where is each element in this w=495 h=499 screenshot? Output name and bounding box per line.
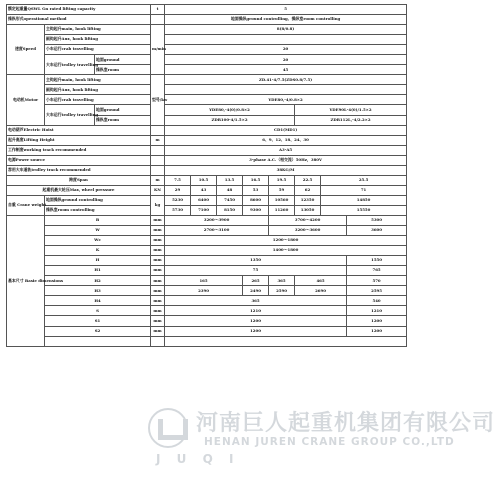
span-value: 13.5 (217, 175, 243, 185)
speed-aux-value (165, 35, 407, 45)
row-speed-main (7, 25, 407, 35)
dim-unit: mm (151, 226, 165, 236)
dim-unit: mm (151, 236, 165, 246)
duty-label: 工作制度working track recommended (7, 145, 151, 155)
row-weight-ground (7, 195, 407, 205)
dim-W-2: 3200～3600 (269, 226, 347, 236)
weight-ground-value: 14850 (321, 195, 407, 205)
speed-trolley-room-value: 45 (165, 65, 407, 75)
weight-ground-label: 地面操纵ground controlling (45, 195, 151, 205)
speed-crab-value: 20 (165, 45, 407, 55)
row-motor-main (7, 75, 407, 85)
company-watermark (148, 400, 495, 480)
capacity-unit: t (151, 5, 165, 15)
motor-aux-label: 副钩起升Aux, hook lifting (45, 85, 151, 95)
weight-room-value: 15550 (321, 205, 407, 215)
dim-S2-2: 1200 (347, 326, 407, 336)
dim-H3-1: 2390 (165, 286, 243, 296)
motor-aux-value (165, 85, 407, 95)
height-unit: m (151, 135, 165, 145)
operation-label: 操纵形式operational method (7, 15, 151, 25)
motor-unit: 型号/kw (151, 75, 165, 125)
row-motor-trolley-ground (7, 105, 407, 115)
pressure-unit: KN (151, 185, 165, 195)
dim-B-3: 5300 (347, 215, 407, 225)
span-label: 跨度Span (7, 175, 151, 185)
height-label: 起升高度Lifting Height (7, 135, 151, 145)
dim-H3-4: 2690 (295, 286, 347, 296)
watermark-cn: 河南巨人起重机集团有限公司 (196, 411, 495, 436)
motor-crab-label: 小车运行crab travelling (45, 95, 151, 105)
weight-room-value: 9300 (243, 205, 269, 215)
row-dim-H2 (7, 276, 407, 286)
span-value: 10.5 (191, 175, 217, 185)
row-height (7, 135, 407, 145)
motor-category: 电动机Motor (7, 75, 45, 125)
speed-trolley-ground-value: 20 (165, 55, 407, 65)
dim-K-value: 1400～1800 (165, 246, 407, 256)
weight-room-label: 操纵室room controlling (45, 205, 151, 215)
pressure-value: 71 (321, 185, 407, 195)
weight-ground-value: 7450 (217, 195, 243, 205)
row-dim-blank (7, 336, 407, 346)
hoist-value: CD1(MD1) (165, 125, 407, 135)
dim-unit: mm (151, 266, 165, 276)
speed-main-label: 主钩起升main, hook lifting (45, 25, 151, 35)
pressure-value: 43 (191, 185, 217, 195)
weight-unit: kg (151, 195, 165, 215)
dim-label-W: W (45, 226, 151, 236)
dim-unit: mm (151, 256, 165, 266)
duty-value: A3-A5 (165, 145, 407, 155)
dim-unit: mm (151, 306, 165, 316)
dim-label-S: S (45, 306, 151, 316)
span-value: 16.5 (243, 175, 269, 185)
row-dim-Wc (7, 236, 407, 246)
row-dim-H (7, 256, 407, 266)
weight-room-value: 8150 (217, 205, 243, 215)
row-dim-H3 (7, 286, 407, 296)
dim-H2-2: 265 (243, 276, 269, 286)
dim-unit: mm (151, 215, 165, 225)
row-dim-B (7, 215, 407, 225)
span-value: 25.5 (321, 175, 407, 185)
spec-table (6, 4, 407, 347)
dim-Wc-value: 1200～1800 (165, 236, 407, 246)
row-motor-aux (7, 85, 407, 95)
weight-ground-value: 12350 (295, 195, 321, 205)
dim-label-H: H (45, 256, 151, 266)
dim-S1-1: 1200 (165, 316, 347, 326)
pressure-value: 29 (165, 185, 191, 195)
dim-H3-2: 2490 (243, 286, 269, 296)
span-unit: m (151, 175, 165, 185)
motor-main-value: ZD.41-4/7.5(ZDS0.8/7.5) (165, 75, 407, 85)
spec-sheet (6, 4, 495, 495)
weight-room-value: 7100 (191, 205, 217, 215)
span-value: 22.5 (295, 175, 321, 185)
dim-label-H4: H4 (45, 296, 151, 306)
row-speed-crab (7, 45, 407, 55)
row-dim-H4 (7, 296, 407, 306)
row-speed-trolley-ground (7, 55, 407, 65)
dim-S1-2: 1200 (347, 316, 407, 326)
span-value: 19.5 (269, 175, 295, 185)
motor-trolley-ground-label: 地面ground (95, 105, 151, 115)
dim-H-2: 1550 (347, 256, 407, 266)
motor-trolley-room-label: 操纵室room (95, 115, 151, 125)
motor-trolley-ground-value-2: YDE90L-4(0)/1.5×2 (295, 105, 407, 115)
speed-trolley-room-label: 操纵室room (95, 65, 151, 75)
speed-trolley-label: 大车运行trolley travelling (45, 55, 95, 75)
pressure-value: 62 (295, 185, 321, 195)
row-duty (7, 145, 407, 155)
pressure-value: 48 (217, 185, 243, 195)
weight-category: 自重 Crane weight (7, 195, 45, 215)
rail-value: 38KG/M (165, 165, 407, 175)
dim-unit: mm (151, 286, 165, 296)
dim-label-S1: S1 (45, 316, 151, 326)
dim-label-H1: H1 (45, 266, 151, 276)
row-dim-H1 (7, 266, 407, 276)
dim-H2-5: 570 (347, 276, 407, 286)
weight-room-value: 5730 (165, 205, 191, 215)
weight-ground-value: 5230 (165, 195, 191, 205)
watermark-en: HENAN JUREN CRANE GROUP CO.,LTD (204, 436, 455, 448)
motor-trolley-ground-value-1: YDE80,-4(0)/0.8×2 (165, 105, 295, 115)
dims-category: 基本尺寸 Basie dimensions (7, 215, 45, 346)
row-dim-W (7, 226, 407, 236)
motor-trolley-room-value-2: ZDR112L,-4/2.2×2 (295, 115, 407, 125)
row-capacity (7, 5, 407, 15)
dim-H4-1: 365 (165, 296, 347, 306)
pressure-label: 起重机最大轮压Max, wheel pressure (7, 185, 151, 195)
motor-main-label: 主钩起升main, hook lifting (45, 75, 151, 85)
motor-crab-value: YDE80,-4/0.8×2 (165, 95, 407, 105)
weight-room-value: 13050 (295, 205, 321, 215)
capacity-value: 5 (165, 5, 407, 15)
dim-unit: mm (151, 296, 165, 306)
pressure-value: 59 (269, 185, 295, 195)
dim-S2-1: 1200 (165, 326, 347, 336)
row-dim-K (7, 246, 407, 256)
span-value: 7.5 (165, 175, 191, 185)
dim-W-1: 2700～3100 (165, 226, 269, 236)
dim-B-2: 3700～4200 (269, 215, 347, 225)
weight-ground-value: 10560 (269, 195, 295, 205)
dim-unit: mm (151, 316, 165, 326)
row-pressure (7, 185, 407, 195)
dim-H2-1: 165 (165, 276, 243, 286)
capacity-label: 额定起重量QSWL Gn rated lifting capacity (7, 5, 151, 15)
weight-ground-value: 6400 (191, 195, 217, 205)
dim-H1-1: 75 (165, 266, 347, 276)
row-speed-aux (7, 35, 407, 45)
dim-H1-2: 765 (347, 266, 407, 276)
speed-aux-label: 副钩起升Aux, hook lifting (45, 35, 151, 45)
dim-label-K: K (45, 246, 151, 256)
dim-label-S2: S2 (45, 326, 151, 336)
rail-label: 荐用大车道轨trolley track recommended (7, 165, 151, 175)
power-label: 电源Power source (7, 155, 151, 165)
dim-H-1: 1350 (165, 256, 347, 266)
dim-H4-2: 540 (347, 296, 407, 306)
speed-unit: m/min (151, 25, 165, 75)
dim-H3-5: 2595 (347, 286, 407, 296)
dim-label-Wc: Wc (45, 236, 151, 246)
motor-trolley-room-value-1: ZDR100-4/1.5×2 (165, 115, 295, 125)
weight-room-value: 11260 (269, 205, 295, 215)
dim-unit: mm (151, 246, 165, 256)
dim-H2-4: 465 (295, 276, 347, 286)
dim-label-H3: H3 (45, 286, 151, 296)
watermark-letters: J U Q I (156, 452, 240, 466)
power-value: 3-phase A.C.（相交流）50Hz，380V (165, 155, 407, 165)
dim-label-H2: H2 (45, 276, 151, 286)
row-dim-S (7, 306, 407, 316)
row-weight-room (7, 205, 407, 215)
row-dim-S1 (7, 316, 407, 326)
company-logo-icon (148, 408, 188, 448)
dim-label-B: B (45, 215, 151, 225)
row-operation (7, 15, 407, 25)
dim-W-3: 3600 (347, 226, 407, 236)
motor-trolley-label: 大车运行trolley travelling (45, 105, 95, 125)
pressure-value: 53 (243, 185, 269, 195)
dim-unit: mm (151, 276, 165, 286)
dim-S-1: 1210 (165, 306, 347, 316)
speed-category: 速度Speed (7, 25, 45, 75)
dim-S-2: 1210 (347, 306, 407, 316)
speed-crab-label: 小车运行crab travelling (45, 45, 151, 55)
hoist-label: 电动葫芦Electric Hoist (7, 125, 151, 135)
speed-trolley-ground-label: 地面ground (95, 55, 151, 65)
row-power (7, 155, 407, 165)
row-hoist (7, 125, 407, 135)
speed-main-value: 8(8/0.8) (165, 25, 407, 35)
dim-H2-3: 365 (269, 276, 295, 286)
row-rail (7, 165, 407, 175)
dim-H3-3: 2590 (269, 286, 295, 296)
dim-B-1: 3200～3900 (165, 215, 269, 225)
weight-ground-value: 8600 (243, 195, 269, 205)
height-value: 6、9、12、18、24、30 (165, 135, 407, 145)
dim-unit: mm (151, 326, 165, 336)
row-span (7, 175, 407, 185)
row-motor-crab (7, 95, 407, 105)
row-dim-S2 (7, 326, 407, 336)
operation-value: 地面操纵ground controlling、操纵室room controlling (165, 15, 407, 25)
